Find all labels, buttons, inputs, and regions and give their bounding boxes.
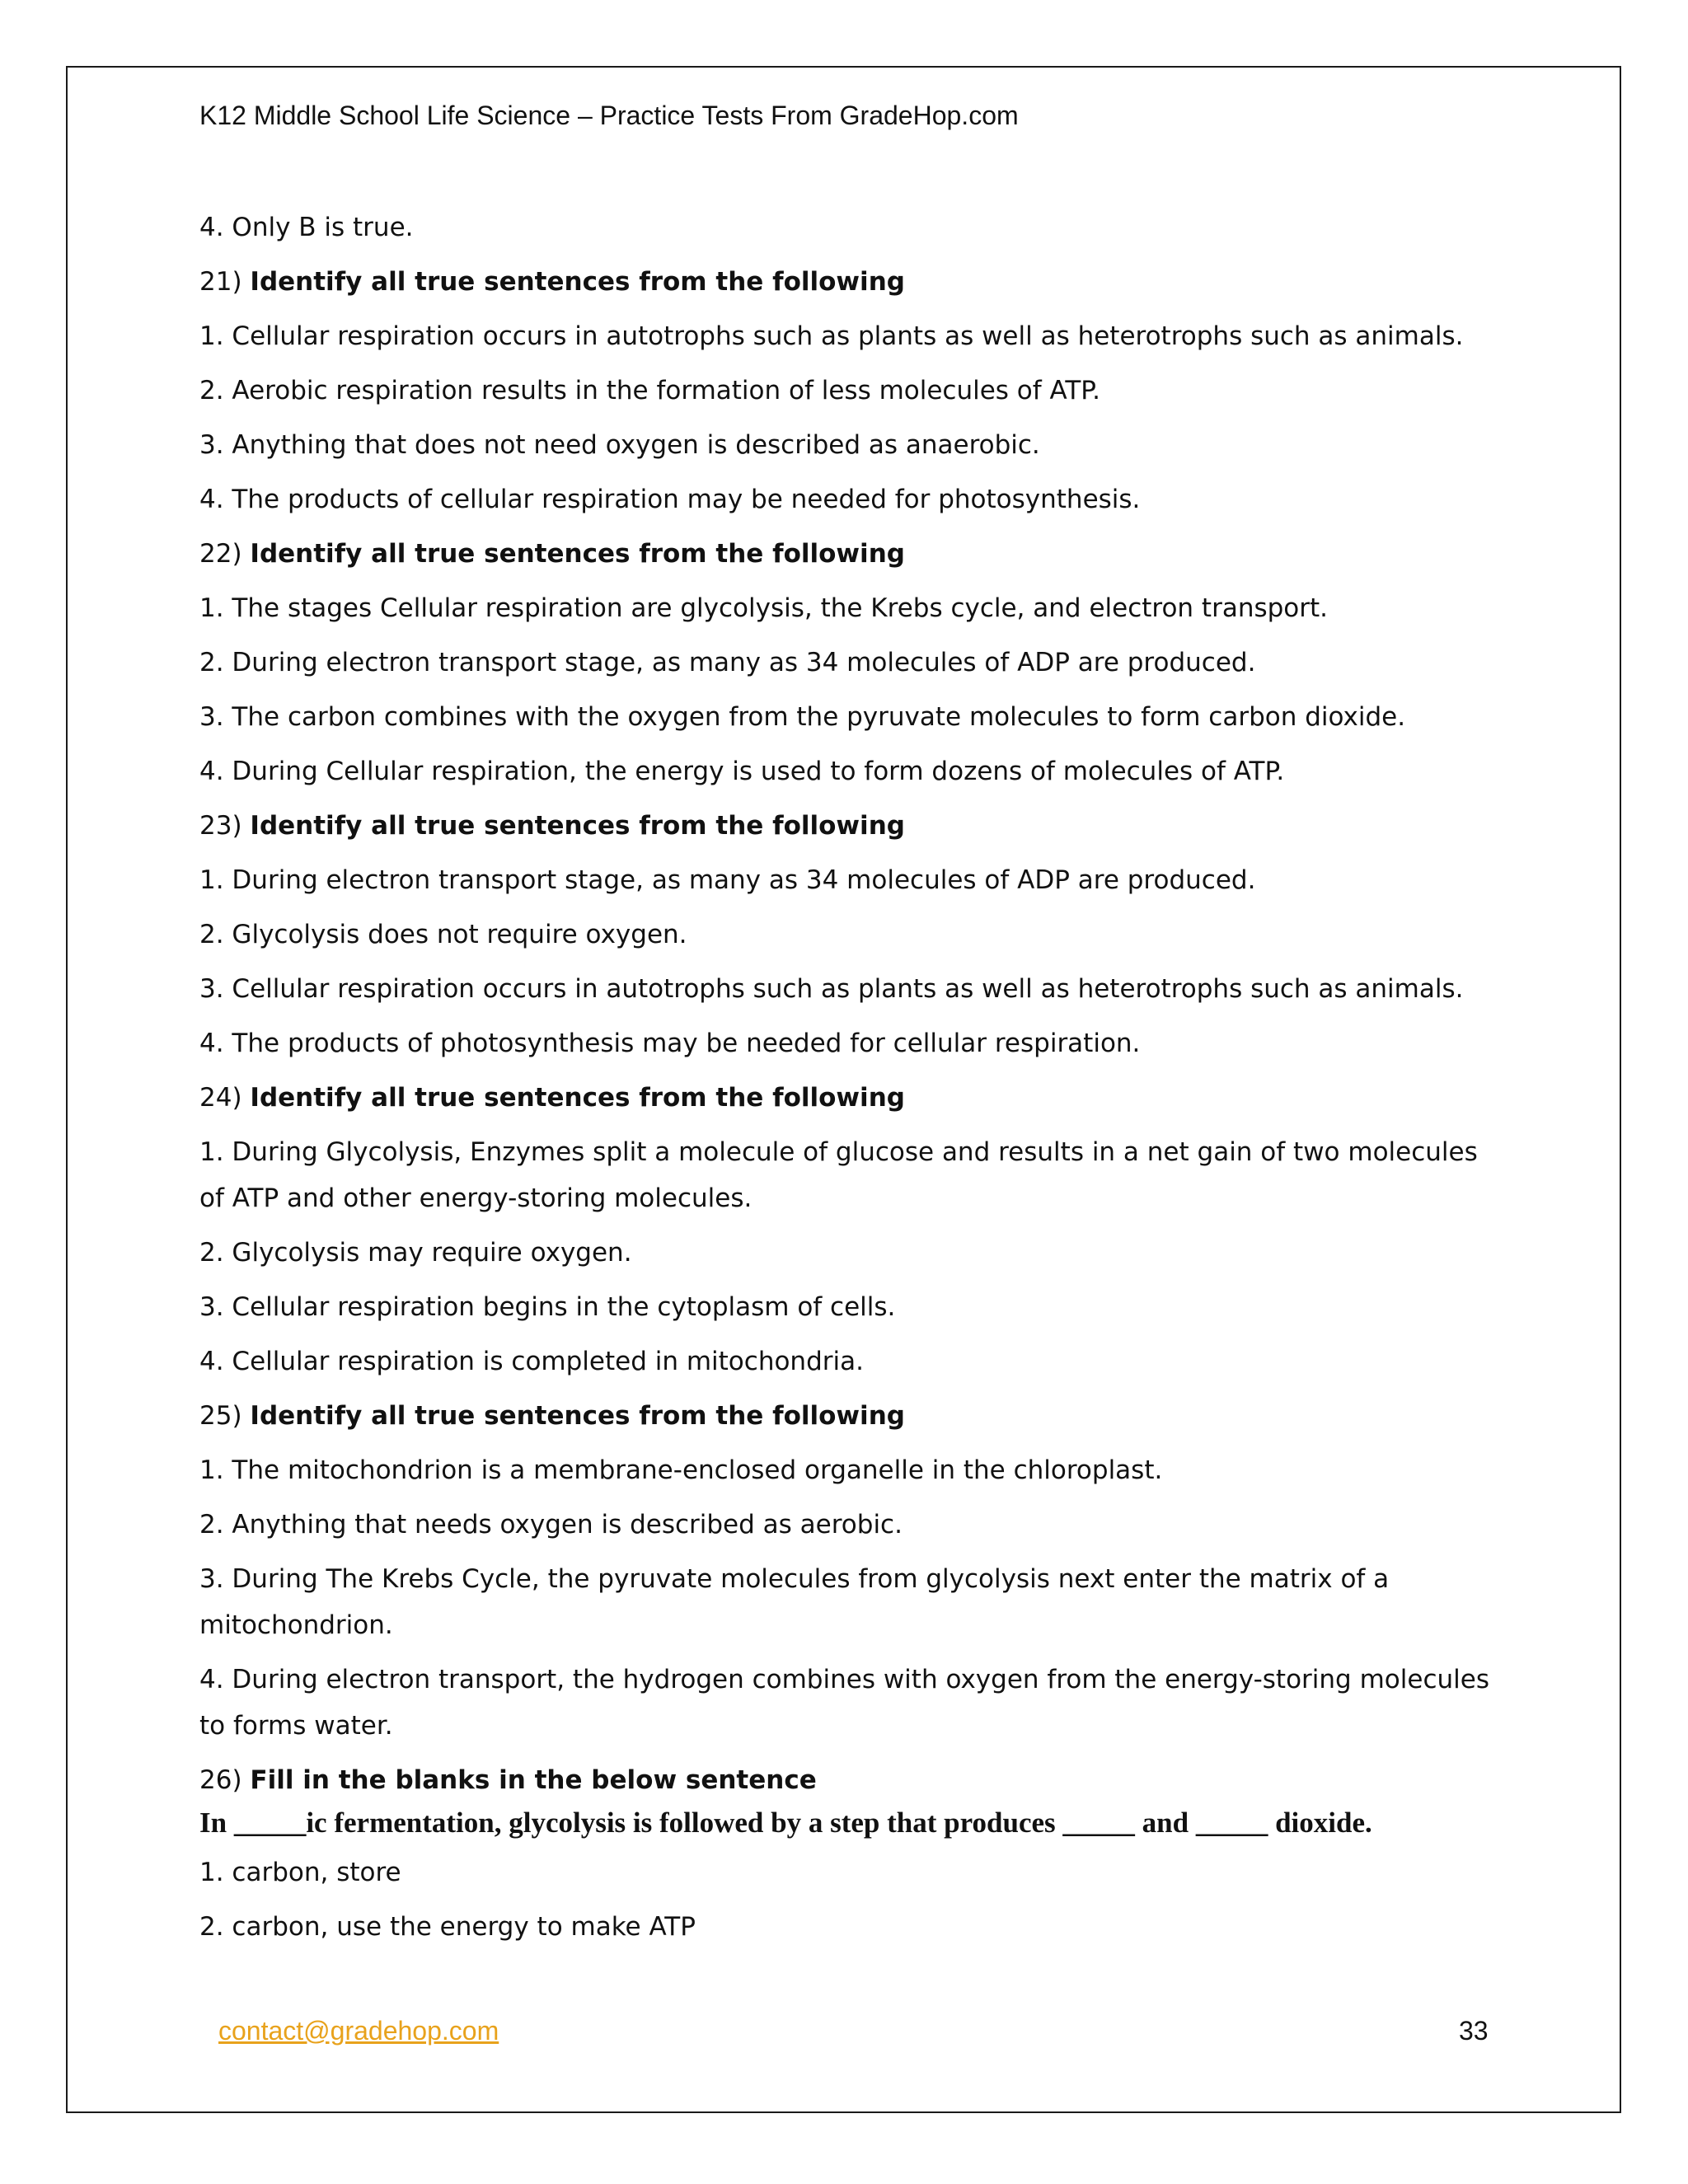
option: 3. During The Krebs Cycle, the pyruvate molecules from glycolysis next enter the matrix of a mitochondrion.	[199, 1564, 1390, 1640]
question-number: 21)	[199, 267, 242, 297]
option: 3. Cellular respiration occurs in autotrophs such as plants as well as heterotrophs such as animals.	[199, 974, 1464, 1004]
question-prompt: Identify all true sentences from the following	[250, 267, 905, 297]
page-header: K12 Middle School Life Science – Practice Tests From GradeHop.com	[199, 101, 1019, 130]
question-number: 26)	[199, 1765, 242, 1795]
option: 4. The products of cellular respiration may be needed for photosynthesis.	[199, 485, 1141, 514]
option: 1. The mitochondrion is a membrane-enclosed organelle in the chloroplast.	[199, 1455, 1163, 1485]
option: 1. Cellular respiration occurs in autotrophs such as plants as well as heterotrophs such as animals.	[199, 321, 1464, 351]
option: 2. Anything that needs oxygen is described as aerobic.	[199, 1510, 903, 1540]
option: 4. Cellular respiration is completed in mitochondria.	[199, 1347, 864, 1376]
fill-in-sentence: In _____ic fermentation, glycolysis is followed by a step that produces _____ and _____ dioxide.	[199, 1807, 1372, 1839]
option: 1. During electron transport stage, as many as 34 molecules of ADP are produced.	[199, 865, 1256, 895]
question-25	[199, 1393, 1502, 1439]
option: 1. During Glycolysis, Enzymes split a molecule of glucose and results in a net gain of two molecules of ATP and other energy-storing molecules.	[199, 1137, 1478, 1213]
question-prompt: Identify all true sentences from the following	[250, 1401, 905, 1431]
option: 1. carbon, store	[199, 1858, 401, 1887]
option: 4. During electron transport, the hydrogen combines with oxygen from the energy-storing molecules to forms water.	[199, 1665, 1489, 1741]
question-prompt: Identify all true sentences from the following	[250, 1083, 905, 1113]
lead-line: 4. Only B is true.	[199, 213, 414, 242]
page-content	[199, 204, 1502, 1958]
question-prompt: Fill in the blanks in the below sentence	[250, 1765, 817, 1795]
question-26	[199, 1757, 1502, 1803]
option: 1. The stages Cellular respiration are glycolysis, the Krebs cycle, and electron transport.	[199, 593, 1329, 623]
option: 4. The products of photosynthesis may be needed for cellular respiration.	[199, 1029, 1141, 1058]
question-number: 23)	[199, 811, 242, 841]
question-prompt: Identify all true sentences from the following	[250, 811, 905, 841]
question-22	[199, 531, 1502, 577]
question-number: 25)	[199, 1401, 242, 1431]
option: 2. carbon, use the energy to make ATP	[199, 1912, 696, 1942]
page-number: 33	[1459, 2016, 1489, 2046]
question-number: 24)	[199, 1083, 242, 1113]
question-number: 22)	[199, 539, 242, 569]
question-23	[199, 803, 1502, 849]
question-21	[199, 259, 1502, 305]
option: 2. Glycolysis may require oxygen.	[199, 1238, 632, 1268]
option: 2. Aerobic respiration results in the formation of less molecules of ATP.	[199, 376, 1100, 405]
option: 3. Cellular respiration begins in the cytoplasm of cells.	[199, 1292, 896, 1322]
option: 4. During Cellular respiration, the energy is used to form dozens of molecules of ATP.	[199, 757, 1285, 786]
question-prompt: Identify all true sentences from the following	[250, 539, 905, 569]
option: 3. The carbon combines with the oxygen from the pyruvate molecules to form carbon dioxide.	[199, 702, 1406, 732]
contact-email-link[interactable]: contact@gradehop.com	[218, 2016, 499, 2046]
option: 2. Glycolysis does not require oxygen.	[199, 920, 687, 949]
option: 3. Anything that does not need oxygen is described as anaerobic.	[199, 430, 1040, 460]
question-24	[199, 1075, 1502, 1121]
option: 2. During electron transport stage, as many as 34 molecules of ADP are produced.	[199, 648, 1256, 677]
